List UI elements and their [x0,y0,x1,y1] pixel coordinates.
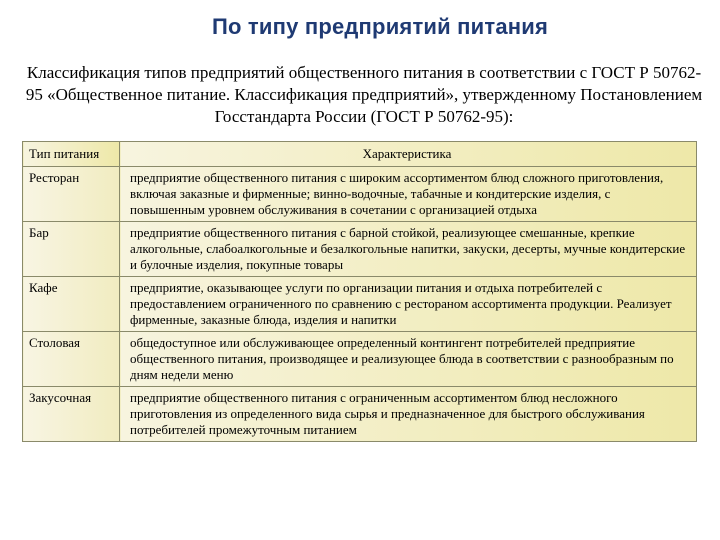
table-row [23,387,697,442]
intro-paragraph: Классификация типов предприятий общественного питания в соответствии с ГОСТ Р 50762-95 «Общественное питание. Классификация предприятий», утвержденному Постановлением Госстандарта России (ГОСТ Р 50762-95): [25,63,703,126]
cell-type: Кафе [23,277,120,332]
cell-type: Столовая [23,332,120,387]
column-header-type: Тип питания [23,142,120,167]
classification-table [22,141,697,442]
cell-type: Закусочная [23,387,120,442]
cell-description: предприятие общественного питания с барной стойкой, реализующее смешанные, крепкие алкогольные, слабоалкогольные и безалкогольные напитки, закуски, десерты, мучные кондитерские и булочные изделия, покупные товары [120,222,697,277]
cell-description: общедоступное или обслуживающее определенный контингент потребителей предприятие общественного питания, производящее и реализующее блюда в соответствии с разнообразным по дням недели меню [120,332,697,387]
table-row [23,277,697,332]
table-header-row [23,142,697,167]
cell-description: предприятие общественного питания с ограниченным ассортиментом блюд несложного приготовления из определенного вида сырья и предназначенное для быстрого обслуживания потребителей промежуточным питанием [120,387,697,442]
cell-type: Ресторан [23,167,120,222]
cell-description: предприятие, оказывающее услуги по организации питания и отдыха потребителей с предоставлением ограниченного по сравнению с рестораном ассортимента продукции. Реализует фирменные, заказные блюда, изделия и напитки [120,277,697,332]
table-row [23,167,697,222]
cell-description: предприятие общественного питания с широким ассортиментом блюд сложного приготовления, включая заказные и фирменные; винно-водочные, табачные и кондитерские изделия, с повышенным уровнем обслуживания в сочетании с организацией отдыха [120,167,697,222]
page-title: По типу предприятий питания [211,14,549,39]
column-header-characteristic: Характеристика [120,142,697,167]
table-row [23,332,697,387]
cell-type: Бар [23,222,120,277]
table-row [23,222,697,277]
